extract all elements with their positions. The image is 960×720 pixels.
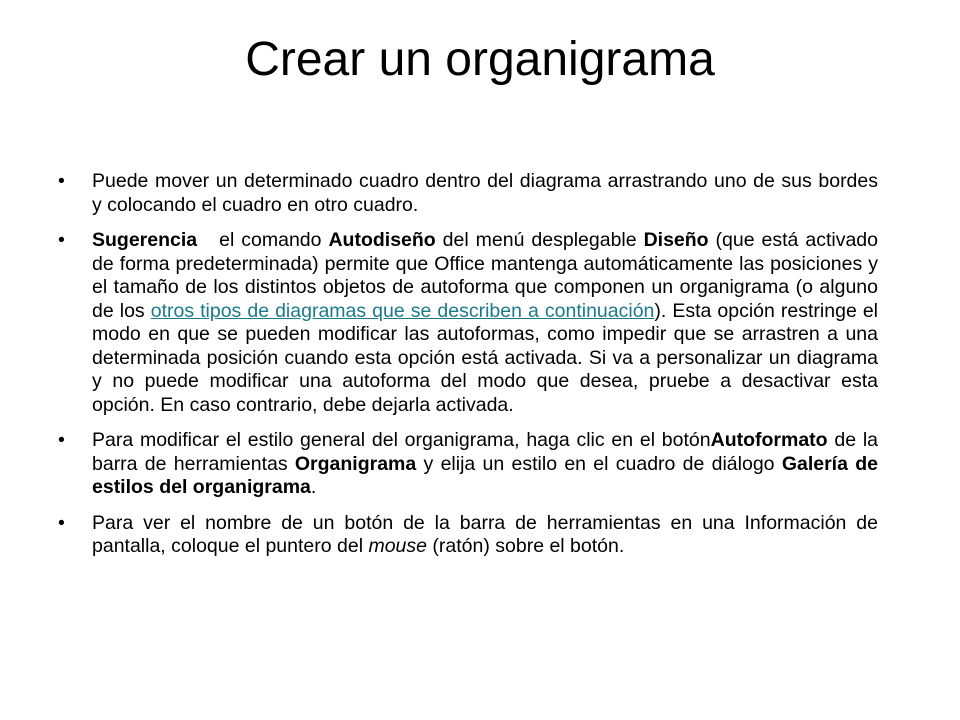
bullet-text: . <box>310 476 317 498</box>
bullet-mark: • <box>58 229 65 251</box>
bullet-text: Para modificar el estilo general del organigrama, haga clic en el botón <box>92 429 711 451</box>
command-name: Autodiseño <box>328 229 436 251</box>
menu-name: Diseño <box>643 229 709 251</box>
tip-label: Sugerencia <box>92 229 198 251</box>
bullet-text: ). Esta opción restringe el modo en que se pueden modificar las autoformas, como impedir que se arrastren a una determinada posición cuando esta opción está activada. Si va a personalizar un diagrama y no puede modificar una autoforma del modo que desea, pruebe a desactivar esta opción. En caso contrario, debe dejarla activada. <box>92 299 879 416</box>
slide-title: Crear un organigrama <box>245 33 715 86</box>
bullet-text: de la barra de herramientas <box>92 429 878 475</box>
bullet-item <box>58 512 878 559</box>
bullet-mark: • <box>58 511 65 534</box>
bullet-text: (ratón) sobre el botón. <box>427 535 625 557</box>
bullet-text: Para ver el nombre de un botón de la barra de herramientas en una Información de pantalla, coloque el puntero del <box>92 511 878 557</box>
diagram-types-link[interactable]: otros tipos de diagramas que se describen a continuación <box>150 299 655 322</box>
bullet-item <box>58 429 878 500</box>
italic-term: mouse <box>368 535 427 557</box>
toolbar-name: Organigrama <box>294 452 417 475</box>
bullet-mark: • <box>58 170 65 192</box>
button-name: Autoformato <box>710 429 828 451</box>
bullet-list <box>58 170 878 571</box>
dialog-name: Galería de estilos del organigrama <box>92 452 878 498</box>
bullet-text: del menú desplegable <box>435 229 644 251</box>
bullet-text: (que está activado de forma predeterminada) permite que Office mantenga automáticamente las posiciones y el tamaño de los distintos objetos de autoforma que componen un organigrama (o alguno de los <box>92 229 878 322</box>
bullet-mark: • <box>58 429 65 451</box>
bullet-text: Puede mover un determinado cuadro dentro del diagrama arrastrando uno de sus bordes y colocando el cuadro en otro cuadro. <box>92 170 878 216</box>
bullet-text: el comando <box>219 229 329 251</box>
bullet-item <box>58 170 878 217</box>
bullet-item <box>58 229 878 417</box>
bullet-text: y elija un estilo en el cuadro de diálogo <box>416 452 782 475</box>
